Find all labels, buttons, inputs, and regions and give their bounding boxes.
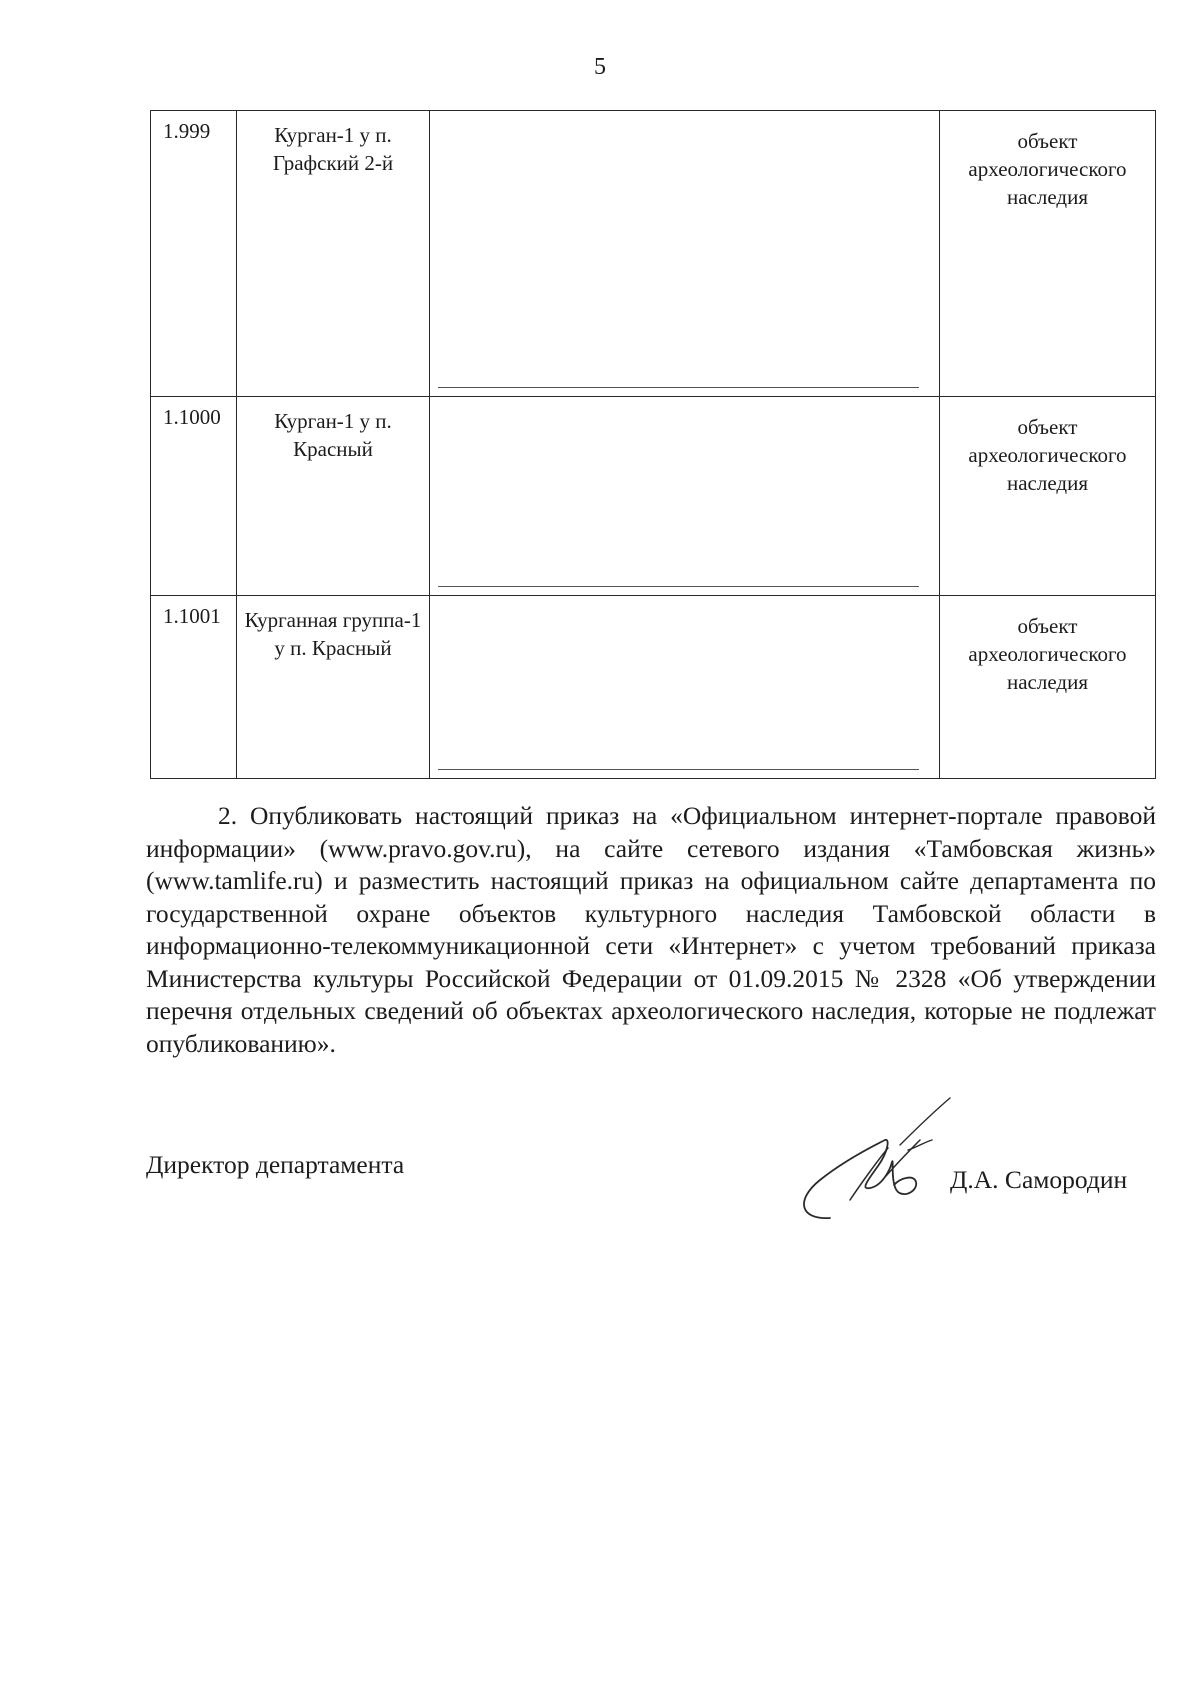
row-number: 1.999 [163,119,211,143]
page-number: 5 [594,54,606,80]
object-type-cell [940,397,1156,596]
redaction-line [438,387,919,388]
coordinates-cell [430,596,940,779]
table-row [151,397,1156,596]
object-name-cell [237,596,430,779]
object-name: Курган-1 у п. Красный [274,409,392,461]
redaction-line [438,586,919,587]
object-type-cell [940,596,1156,779]
table-row [151,111,1156,397]
signatory-title: Директор департамента [146,1150,405,1179]
redacted-coordinates [430,397,939,595]
coordinates-cell [430,111,940,397]
row-number-cell [151,596,237,779]
coordinates-cell [430,397,940,596]
redaction-line [438,769,919,770]
object-type-cell [940,111,1156,397]
object-type: объект археологического наследия [968,614,1127,694]
heritage-objects-table [150,110,1156,779]
object-name: Курганная группа-1 у п. Красный [244,608,422,660]
table-row [151,596,1156,779]
redacted-coordinates [430,596,939,778]
object-name-cell [237,111,430,397]
handwritten-signature [790,1090,980,1230]
signatory-name: Д.А. Самородин [950,1165,1128,1194]
redacted-coordinates [430,111,939,396]
object-type: объект археологического наследия [968,129,1127,209]
object-name: Курган-1 у п. Графский 2-й [272,123,394,175]
row-number: 1.1001 [163,604,221,628]
publication-paragraph: 2. Опубликовать настоящий приказ на «Официальном интернет-портале правовой информации» (www.pravo.gov.ru), на сайте сетевого издания «Тамбовская жизнь» (www.tamlife.ru) и разместить настоящий приказ на официальном сайте департамента по государственной охране объектов культурного наследия Тамбовской области в информационно-телекоммуникационной сети «Интернет» с учетом требований приказа Министерства культуры Российской Федерации от 01.09.2015 № 2328 «Об утверждении перечня отдельных сведений об объектах археологического наследия, которые не подлежат опубликованию». [146,801,1156,1058]
object-name-cell [237,397,430,596]
row-number-cell [151,111,237,397]
object-type: объект археологического наследия [968,415,1127,495]
row-number: 1.1000 [163,405,221,429]
row-number-cell [151,397,237,596]
